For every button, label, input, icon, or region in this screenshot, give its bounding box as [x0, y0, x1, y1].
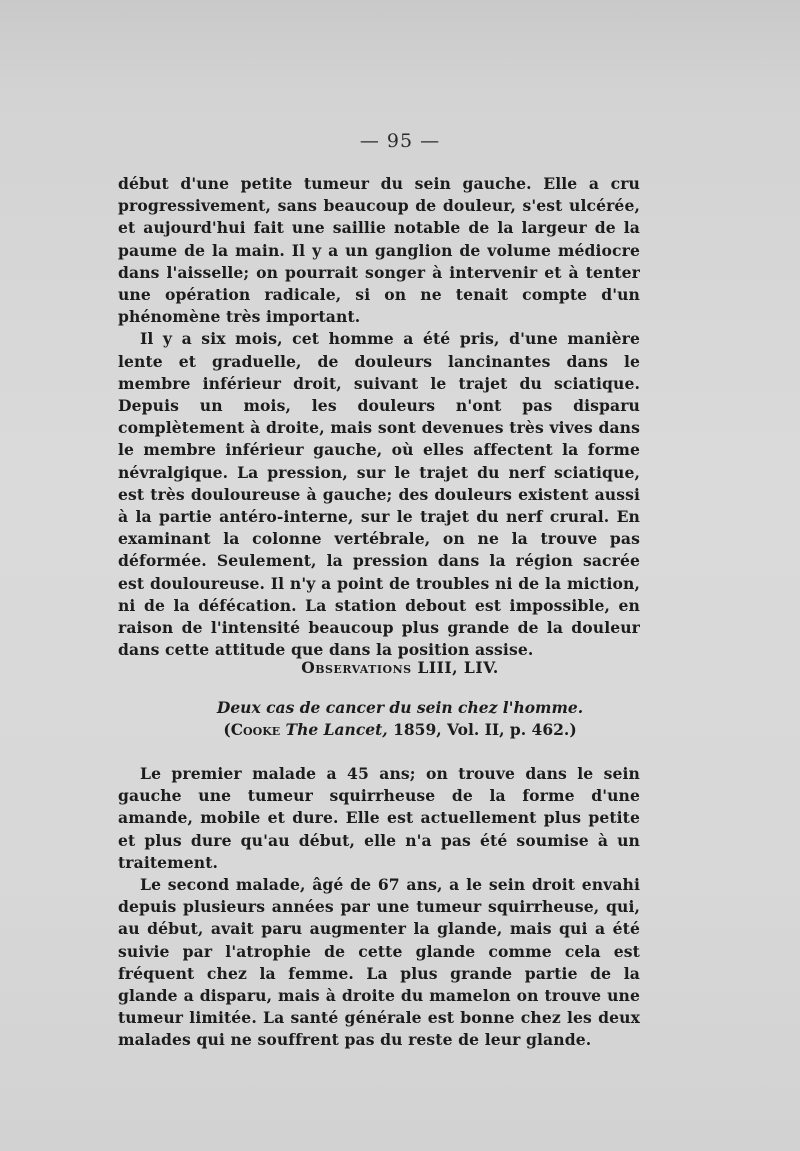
page-number: — 95 —	[359, 130, 441, 152]
observation-reference	[0, 720, 800, 739]
paragraph-sciatica: Il y a six mois, cet homme a été pris, d'une manière lente et graduelle, de douleurs lancinantes dans le membre inférieur droit, suivant le trajet du sciatique. Depuis un mois, les douleurs n'ont pas disparu complètement à droite, mais sont devenues très vives dans le membre inférieur gauche, où elles affectent la forme névralgique. La pression, sur le trajet du nerf sciatique, est très douloureuse à gauche; des douleurs existent aussi à la partie antéro-interne, sur le trajet du nerf crural. En examinant la colonne vertébrale, on ne la trouve pas déformée. Seulement, la pression dans la région sacrée est douloureuse. Il n'y a point de troubles ni de la miction, ni de la défécation. La station debout est impossible, en raison de l'intensité beaucoup plus grande de la douleur dans cette attitude que dans la position assise.	[118, 329, 640, 660]
paragraph-second-patient: Le second malade, âgé de 67 ans, a le sein droit envahi depuis plusieurs années par une tumeur squirrheuse, qui, au début, avait paru augmenter la glande, mais qui a été suivie par l'atrophie de cette glande comme cela est fréquent chez la femme. La plus grande partie de la glande a disparu, mais à droite du mamelon on trouve une tumeur limitée. La santé générale est bonne chez les deux malades qui ne souffrent pas du reste de leur glande.	[118, 875, 640, 1050]
reference-author: Cooke	[230, 720, 281, 739]
observation-heading: Observations LIII, LIV.	[301, 658, 499, 677]
reference-open-paren: (	[223, 720, 231, 739]
body-text-top	[118, 173, 640, 661]
reference-journal: The Lancet,	[285, 720, 388, 739]
observation-subtitle: Deux cas de cancer du sein chez l'homme.	[216, 698, 584, 717]
body-text-bottom	[118, 763, 640, 1052]
paragraph-continuation: début d'une petite tumeur du sein gauche. Elle a cru progressivement, sans beaucoup de douleur, s'est ulcérée, et aujourd'hui fait une saillie notable de la largeur de la paume de la main. Il y a un ganglion de volume médiocre dans l'aisselle; on pourrait songer à intervenir et à tenter une opération radicale, si on ne tenait compte d'un phénomène très important.	[118, 174, 640, 327]
reference-details: 1859, Vol. II, p. 462.)	[387, 720, 577, 739]
paragraph-first-patient: Le premier malade a 45 ans; on trouve dans le sein gauche une tumeur squirrheuse de la forme d'une amande, mobile et dure. Elle est actuellement plus petite et plus dure qu'au début, elle n'a pas été soumise à un traitement.	[118, 764, 640, 872]
